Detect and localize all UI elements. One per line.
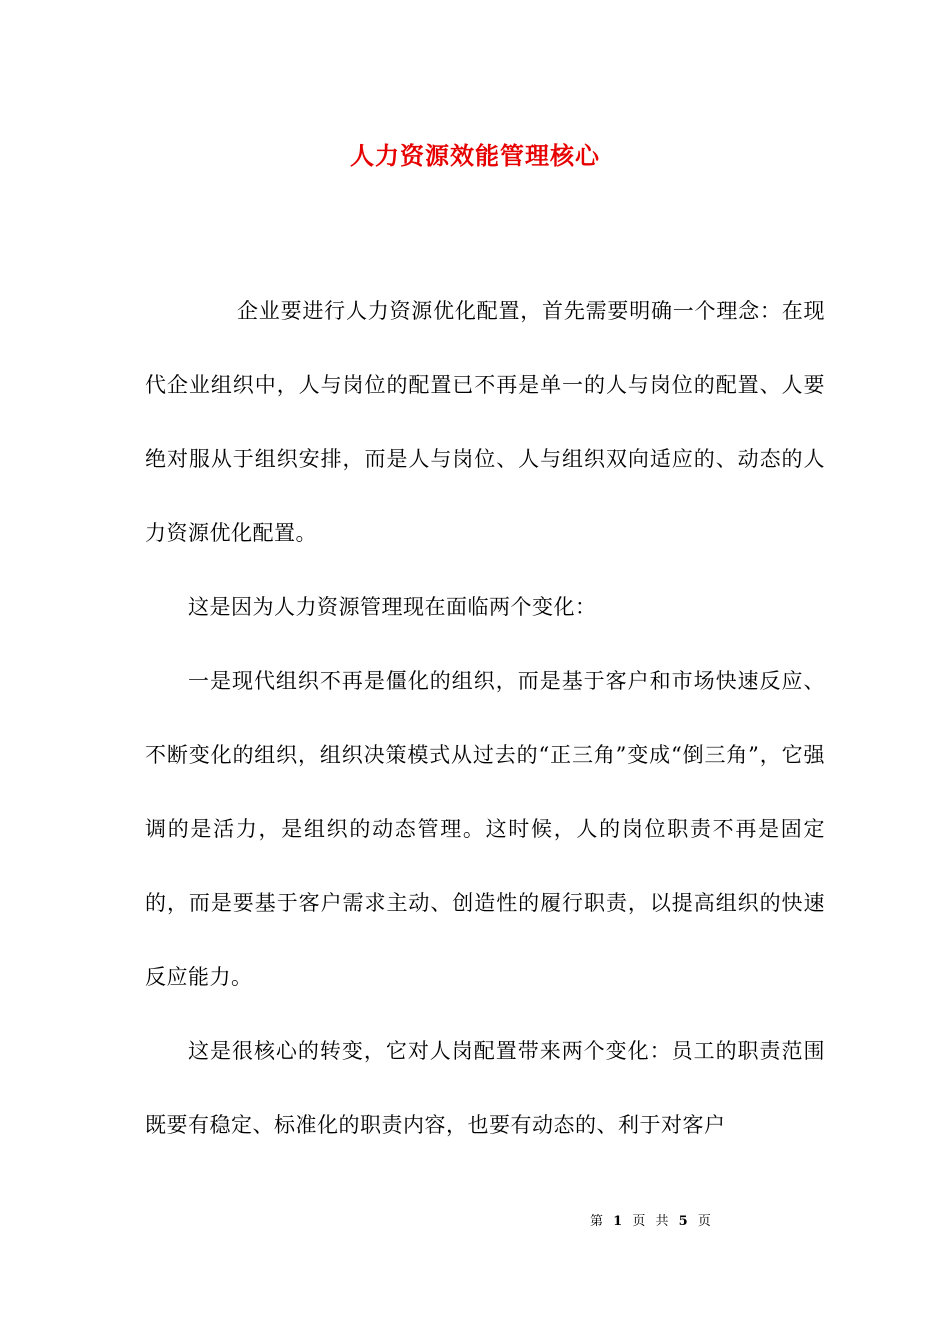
paragraph-4: 这是很核心的转变，它对人岗配置带来两个变化：员工的职责范围既要有稳定、标准化的职责内容，也要有动态的、利于对客户	[145, 1039, 825, 1137]
footer-middle: 页 共	[632, 1214, 672, 1229]
footer-suffix: 页	[697, 1214, 714, 1229]
footer-prefix: 第	[590, 1214, 607, 1229]
document-body	[145, 274, 825, 1162]
page-footer	[590, 1210, 714, 1229]
paragraph-2: 这是因为人力资源管理现在面临两个变化：	[188, 595, 597, 619]
document-title: 人力资源效能管理核心	[350, 141, 600, 170]
footer-current-page: 1	[613, 1214, 626, 1229]
paragraph-1: 企业要进行人力资源优化配置，首先需要明确一个理念：在现代企业组织中，人与岗位的配置已不再是单一的人与岗位的配置、人要绝对服从于组织安排，而是人与岗位、人与组织双向适应的、动态的人力资源优化配置。	[145, 299, 825, 545]
footer-total-pages: 5	[678, 1214, 691, 1229]
paragraph-3: 一是现代组织不再是僵化的组织，而是基于客户和市场快速反应、不断变化的组织，组织决策模式从过去的“正三角”变成“倒三角”，它强调的是活力，是组织的动态管理。这时候，人的岗位职责不再是固定的，而是要基于客户需求主动、创造性的履行职责，以提高组织的快速反应能力。	[145, 669, 825, 989]
